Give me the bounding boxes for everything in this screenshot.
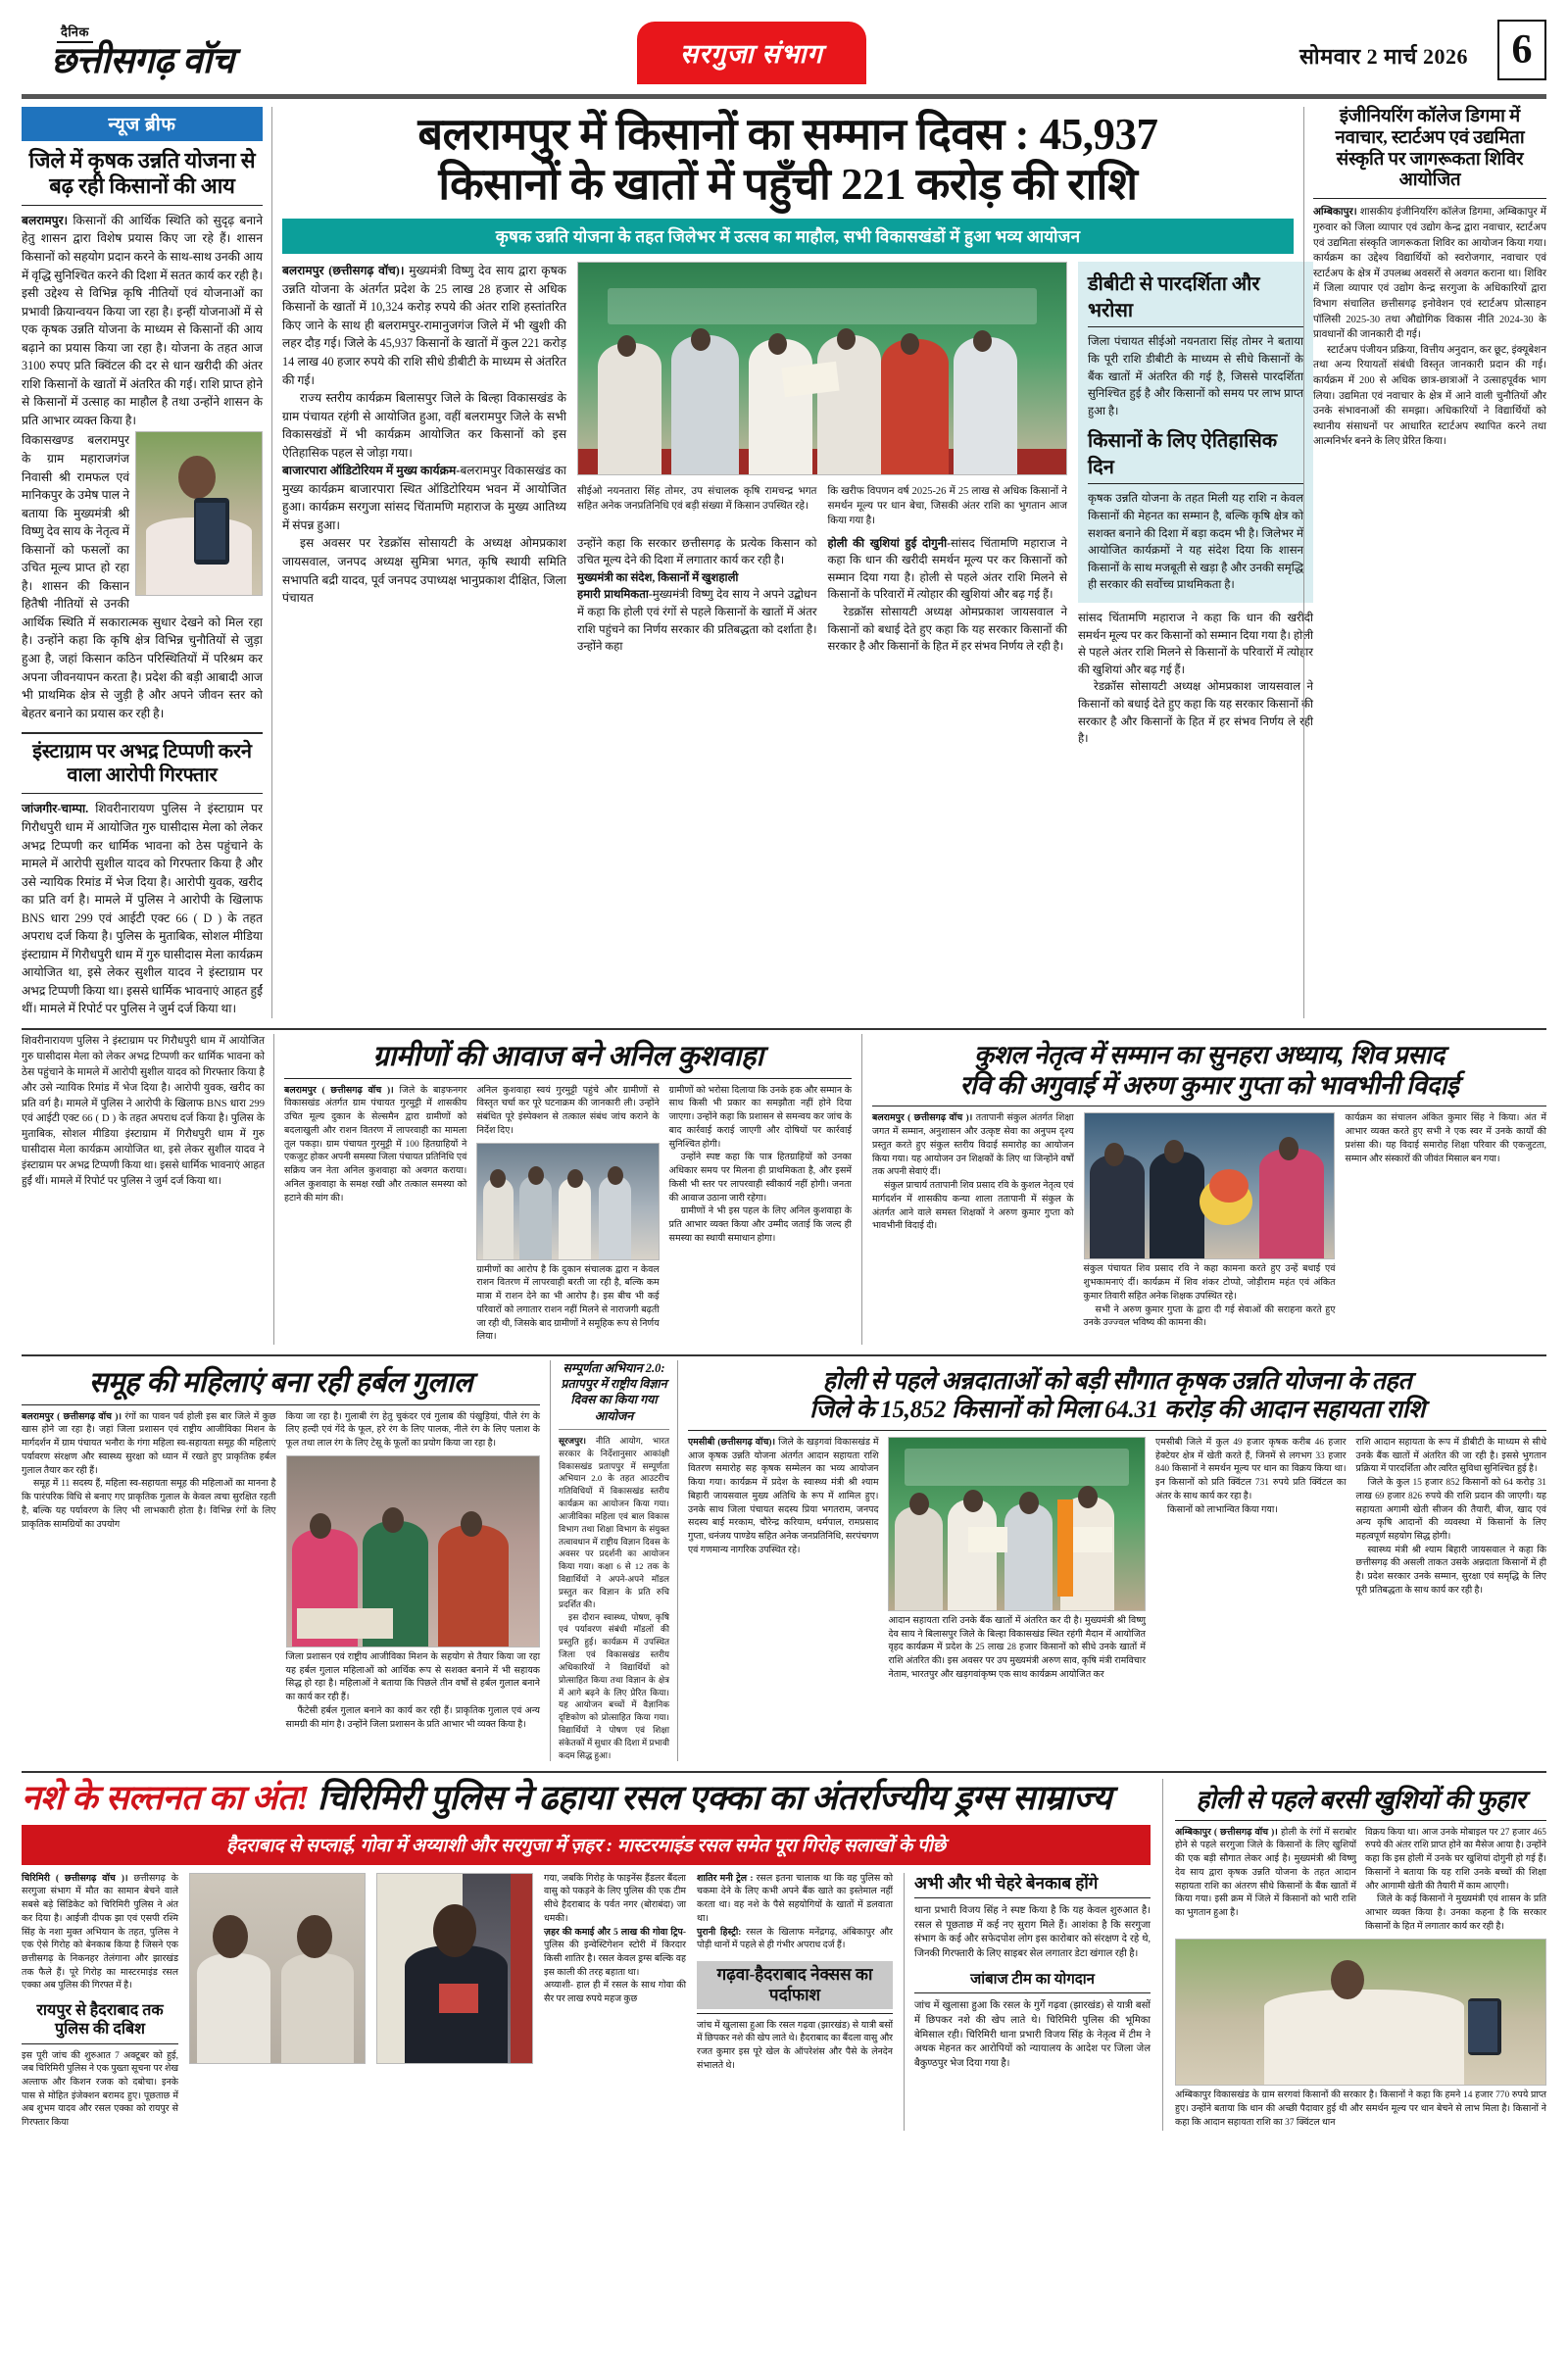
farewell-c3: कार्यक्रम का संचालन अंकित कुमार सिंह ने किया। अंत में आभार व्यक्त करते हुए सभी ने एक स्वर में उनके कार्यों की प्रशंसा की। यह विदाई समारोह शिक्षा परिवार की एकजुटता, सम्मान और संस्कारों की जीवंत मिसाल बन गया।	[1345, 1113, 1546, 1164]
dbt-box-head: डीबीटी से पारदर्शिता और भरोसा	[1087, 273, 1260, 322]
drug-photo-2-wrap	[376, 1873, 533, 2131]
divider	[1175, 1820, 1546, 1821]
divider	[914, 1897, 1151, 1898]
holi-c1-text: जिले के खड़गवां विकासखंड में आज कृषक उन्नति योजना अंतर्गत आदान सहायता राशि वितरण समारोह सह कृषक सम्मेलन का भव्य आयोजन किया गया। कार्यक्रम में प्रदेश के स्वास्थ्य मंत्री श्री श्याम बिहारी जायसवाल मुख्य अतिथि के रूप में शामिल हुए। उनके साथ जिला पंचायत सदस्य प्रिया भगतराम, जनपद सदस्य बाई मरकाम, चौरेन्द्र करियाम, धर्मपाल, रामप्रसाद गुप्ता, धनंजय पाण्डेय सहित अनेक जनप्रतिनिधि, सरपंचगण एवं गणमान्य नागरिक उपस्थित रहे।	[688, 1437, 879, 1555]
dateline: बलरामपुर ( छत्तीसगढ़ वॉच )।	[284, 1085, 394, 1096]
main-c2-p4: रेडक्रॉस सोसायटी अध्यक्ष ओमप्रकाश जायसवाल ने किसानों को बधाई देते हुए कहा कि यह सरकार किसानों की सरकार है और किसानों के हित में हर संभव निर्णय ले रही है।	[827, 605, 1067, 654]
anil-c3b: उन्होंने स्पष्ट कहा कि पात्र हितग्राहियों को उनका अधिकार समय पर मिलना ही प्राथमिकता है, और इसमें किसी भी स्तर पर लापरवाही स्वीकार्य नहीं होगी। जनता की आवाज उठाना जारी रहेगा।	[668, 1153, 852, 1204]
accused-photo-1	[189, 1873, 366, 2064]
divider	[688, 1430, 1546, 1431]
holi-joy-c3: अम्बिकापुर विकासखंड के ग्राम सरगवां किसानों की सरकार है। किसानों ने कहा कि हमने 14 हजार 770 रुपये प्राप्त हुए। उन्होंने बताया कि धान की अच्छी पैदावार हुई थी और समर्थन मूल्य पर धान बेचने से लाभ मिला है। किसानों ने कहा कि आदान सहायता राशि का 37 क्विंटल धान	[1175, 2090, 1546, 2128]
divider	[559, 1429, 669, 1430]
main-sub1: बाजारपारा ऑडिटोरियम में मुख्य कार्यक्रम-	[281, 464, 461, 478]
anil-c1	[284, 1085, 466, 1205]
drug-c2-sub: ज़हर की कमाई और 5 लाख की गोवा ट्रिप-	[544, 1927, 686, 1938]
photo-content	[889, 1438, 1145, 1610]
main-c2-sub2: हमारी प्राथमिकता-	[576, 588, 653, 602]
holi-joy-story	[1163, 1779, 1546, 2130]
drug-c3-sub1: शातिर मनी ट्रेल :	[697, 1873, 754, 1884]
main-col-1	[282, 262, 566, 748]
publication-logo	[22, 23, 345, 81]
photo-captions	[577, 480, 1067, 528]
anil-story	[274, 1034, 862, 1345]
section-divider	[22, 732, 263, 734]
accused-photo-2	[376, 1873, 533, 2064]
holi-col-2	[888, 1437, 1146, 1683]
main-col-2	[577, 262, 1067, 748]
historic-box-head: किसानों के लिए ऐतिहासिक दिन	[1087, 430, 1278, 479]
divider	[914, 1992, 1151, 1993]
bottom-band	[22, 1779, 1546, 2130]
drug-c2b: पुलिस की इन्वेस्टिगेशन स्टोरी में किरदार किसी शातिर है। रसल केवल ड्रग्स बल्कि वह इस काली की तरह बहाता था।	[544, 1941, 686, 1978]
main-c2-sub1: मुख्यमंत्री का संदेश, किसानों में खुशहाली	[576, 570, 739, 584]
farmer-phone-photo	[135, 431, 263, 596]
main-c2-sub1-wrap	[577, 569, 817, 587]
drug-c3-1	[697, 1873, 893, 1927]
main-p4: इस अवसर पर रेडक्रॉस सोसायटी के अध्यक्ष ओमप्रकाश जायसवाल, जनपद अध्यक्ष सुमित्रा भगत, कृषि स्थायी समिति सभापति बद्री यादव, पूर्व जनपद उपाध्यक्ष भानुप्रकाश दीक्षित, जिला पंचायत	[281, 536, 566, 606]
engineering-headline: इंजीनियरिंग कॉलेज डिगमा में नवाचार, स्टार्टअप एवं उद्यमिता संस्कृति पर जागरूकता शिविर आयोजित	[1335, 107, 1525, 191]
photo-content	[477, 1144, 658, 1259]
drug-c2: गया, जबकि गिरोह के फाइनेंस हैंडलर बैंदला वासु को पकड़ने के लिए पुलिस की एक टीम सीधे हैदराबाद के पर्वत नगर (बोराबंदा) जा धमकी।	[544, 1873, 686, 1924]
main-headline-line2: किसानों के खातों में पहुँची 221 करोड़ की राशि	[438, 159, 1138, 209]
anil-c3c: ग्रामीणों ने भी इस पहल के लिए अनिल कुशवाहा के प्रति आभार व्यक्त किया और उम्मीद जताई कि जल्द ही समस्या का स्थायी समाधान होगा।	[668, 1206, 852, 1244]
drug-c1-p: इस पूरी जांच की शुरुआत 7 अक्टूबर को हुई, जब चिरिमिरी पुलिस ने एक पुख्ता सूचना पर शेख अल्ताफ और किशन रजक को दबोचा। इनके पास से मोहित इंजेक्शन बरामद हुए। पूछताछ में अब शुभम यादव और रसल एक्का को रायपुर से गिरफ्तार किया	[22, 2050, 178, 2129]
anil-col-3	[669, 1085, 852, 1345]
main-c3-p2: रेडक्रॉस सोसायटी अध्यक्ष ओमप्रकाश जायसवाल ने किसानों को बधाई देते हुए कहा कि यह सरकार किसानों की सरकार है और किसानों के हित में हर संभव निर्णय ले रही है।	[1077, 680, 1313, 746]
farewell-c2: संकुल पंचायत शिव प्रसाद रवि ने कहा कामना करते हुए उन्हें बधाई एवं शुभकामनाएं दीं। कार्यक्रम में शिव शंकर टोप्पो, जोड़ीराम महंत एवं अंकित कुमार तिवारी सहित अनेक शिक्षक उपस्थित रहे।	[1083, 1264, 1336, 1302]
main-p2: राज्य स्तरीय कार्यक्रम बिलासपुर जिले के बिल्हा विकासखंड के ग्राम पंचायत रहंगी से आयोजित हुआ, वहीं बलरामपुर जिले के सभी विकासखंडों में भी कार्यक्रम आयोजित कर किसानों को इस ऐतिहासिक पहल से जोड़ा गया।	[281, 391, 566, 460]
farewell-headline-l2: रवि की अगुवाई में अरुण कुमार गुप्ता को भावभीनी विदाई	[959, 1070, 1459, 1100]
photo-content	[287, 1456, 540, 1647]
herbal-story	[22, 1360, 551, 1762]
second-band	[22, 1034, 1546, 1345]
dateline: सूरजपुर।	[559, 1435, 587, 1446]
drug-c4-p: जांच में खुलासा हुआ कि रसल के गुर्गे गढ़वा (झारखंड) से यात्री बसों में छिपकर नशे की खेप लाते थे। चिरिमिरी पुलिस की भूमिका बेमिसाल रही। चिरिमिरी थाना प्रभारी विजय सिंह के नेतृत्व में टीम ने अथक मेहनत कर आरोपियों को न्यायालय के आदेश पर जिला जेल बैकुण्ठपुर भेज दिया गया है।	[914, 2000, 1151, 2069]
right-column	[1303, 107, 1546, 1018]
holi-joy-col-1	[1175, 1827, 1356, 1935]
news-brief-headline: जिले में कृषक उन्नति योजना से बढ़ रही किसानों की आय	[28, 148, 256, 198]
holi-c4c: स्वास्थ्य मंत्री श्री श्याम बिहारी जायसवाल ने कहा कि छत्तीसगढ़ की असली ताकत उसके अन्नदाता किसानों में ही है। प्रदेश सरकार उनके सम्मान, सुरक्षा एवं समृद्धि के लिए पूरी प्रतिबद्धता के साथ कार्य कर रही है।	[1355, 1545, 1546, 1596]
holi-c4b: जिले के कुल 15 हजार 852 किसानों को 64 करोड़ 31 लाख 69 हजार 826 रुपये की राशि प्रदान की जाएगी। यह सहायता अगामी खेती सीजन की तैयारी, बीज, खाद एवं अन्य कृषि आदानों की व्यवस्था में किसानों के लिए महत्वपूर्ण सहयोग सिद्ध होगी।	[1355, 1478, 1546, 1542]
divider	[22, 793, 263, 794]
dateline: बलरामपुर।	[22, 213, 69, 227]
holi-col-4	[1356, 1437, 1546, 1683]
farewell-col-2	[1084, 1112, 1336, 1331]
holi-headline-l1: होली से पहले अन्नदाताओं को बड़ी सौगात कृषक उन्नति योजना के तहत	[822, 1367, 1412, 1395]
herbal-c2: किया जा रहा है। गुलाबी रंग हेतु चुकंदर एवं गुलाब की पंखुड़ियां, पीले रंग के लिए हल्दी एवं गेंदे के फूल, हरे रंग के लिए पालक, नीले रंग के लिए पलाश के फूल तथा लाल रंग के लिए टेसू के फूलों का प्रयोग किया जा रहा है।	[285, 1411, 540, 1450]
masthead-rule	[22, 94, 1546, 99]
science-headline: सम्पूर्णता अभियान 2.0: प्रतापपुर में राष्ट्रीय विज्ञान दिवस का किया गया आयोजन	[561, 1360, 667, 1423]
science-story	[551, 1360, 678, 1762]
dateline: अम्बिकापुर।	[1312, 207, 1357, 219]
holi-c1	[688, 1437, 878, 1557]
drug-c1-text: छत्तीसगढ़ के सरगुजा संभाग में मौत का सामान बेचने वाले सबसे बड़े सिंडिकेट को चिरिमिरी पुलिस ने अंत कर दिया है। आईजी दीपक झा एवं एसपी रश्मि सिंह के नशा मुक्त अभियान के तहत, पुलिस ने एक ऐसे गिरोह को बेनकाब किया है जिसने एक छत्तीसगढ़ के निकनहर तेलंगाना और झारखंड तक फैले हैं। पूरे गिरोह का मास्टरमाइंड रसल एक्का अब पुलिस की गिरफ्त में है।	[22, 1873, 178, 1991]
drug-story	[22, 1779, 1163, 2130]
drug-c3-2	[697, 1927, 893, 1953]
herbal-c1	[22, 1411, 276, 1479]
holi-ceremony-photo	[888, 1437, 1146, 1611]
farewell-c2b: सभी ने अरुण कुमार गुप्ता के द्वारा दी गई सेवाओं की सराहना करते हुए उनके उज्ज्वल भविष्य की कामना की।	[1083, 1304, 1336, 1329]
herbal-women-photo	[286, 1455, 541, 1647]
dateline: जांजगीर-चाम्पा.	[22, 802, 89, 816]
stage-banner	[905, 1449, 1129, 1487]
main-c2-p3: सांसद चिंतामणि महाराज ने कहा कि धान की खरीदी समर्थन मूल्य पर कर किसानों को सम्मान दिया गया है। होली से पहले अंतर राशि मिलने से किसानों के परिवारों में त्योहार की खुशियां और बढ़ गई हैं।	[827, 536, 1067, 602]
main-col2-right	[827, 535, 1067, 656]
news-brief-label: न्यूज ब्रीफ	[22, 107, 263, 141]
third-band	[22, 1360, 1546, 1762]
instagram-headline: इंस्टाग्राम पर अभद्र टिप्पणी करने वाला आरोपी गिरफ्तार	[32, 741, 252, 786]
herbal-c2b: जिला प्रशासन एवं राष्ट्रीय आजीविका मिशन के सहयोग से तैयार किया जा रहा यह हर्बल गुलाल महिलाओं को आर्थिक रूप से सशक्त बनाने में भी सहायक सिद्ध हो रहा है। महिलाओं ने बताया कि पिछले तीन वर्षों से हर्बल गुलाल बनाने का कार्य कर रही हैं।	[285, 1651, 540, 1703]
herbal-col-1	[22, 1411, 276, 1732]
drug-col-4	[904, 1873, 1151, 2131]
anil-c3: ग्रामीणों को भरोसा दिलाया कि उनके हक और सम्मान के साथ किसी भी प्रकार का समझौता नहीं होने दिया जाएगा। उन्होंने कहा कि प्रशासन से समन्वय कर जांच के बाद कार्रवाई कराई जाएगी और दोषियों पर कार्रवाई सुनिश्चित होगी।	[668, 1085, 852, 1150]
main-c2-sub3: होली की खुशियां हुई दोगुनी-	[827, 536, 951, 550]
anil-c1-text: जिले के बाड़फनगर विकासखंड अंतर्गत ग्राम पंचायत गुरमुट्टी में शासकीय उचित मूल्य दुकान के सेल्समैन द्वारा ग्रामीणों को बदलाखुली और राशन वितरण में लापरवाही का मामला तूल पकड़ा। ग्राम पंचायत गुरमुट्टी में 100 हितग्राहियों ने एकजुट होकर अपनी समस्या जिला पंचायत प्रतिनिधि एवं सक्रिय जन नेता अनिल कुशवाहा को अवगत कराया। अनिल कुशवाहा के समक्ष रखी और तत्काल समस्या को हटाने की मांग की।	[284, 1085, 467, 1204]
drug-photo-1-wrap	[189, 1873, 366, 2131]
farewell-headline-l1: कुशल नेतृत्व में सम्मान का सुनहरा अध्याय, शिव प्रसाद	[974, 1040, 1445, 1069]
anil-meeting-photo	[476, 1143, 659, 1260]
logo-kicker: दैनिक	[57, 23, 93, 43]
main-c3-p1: सांसद चिंतामणि महाराज ने कहा कि धान की खरीदी समर्थन मूल्य पर कर किसानों को सम्मान दिया गया है। होली से पहले अंतर राशि मिलने से किसानों के परिवारों में त्योहार की खुशियां और बढ़ गई हैं।	[1077, 611, 1313, 676]
main-c2-sub2-wrap	[577, 586, 817, 655]
holi-c3: एमसीबी जिले में कुल 49 हजार कृषक करीब 46 हजार हेक्टेयर क्षेत्र में खेती करते हैं, जिनमें से लगभग 33 हजार 840 किसानों ने समर्थन मूल्य पर धान का विक्रय किया था। इन किसानों को प्रति क्विंटल 731 रुपये प्रति क्विंटल का अंतर के साथ कार्य कर रहा है।	[1155, 1437, 1347, 1501]
anil-col-1	[284, 1085, 466, 1345]
anil-col-2	[476, 1085, 659, 1345]
divider	[1313, 198, 1546, 199]
herbal-col-2	[286, 1411, 541, 1732]
herbal-columns	[22, 1411, 540, 1732]
holi-columns	[688, 1437, 1546, 1683]
main-col1-body	[282, 262, 566, 389]
top-section	[22, 107, 1546, 1018]
band2-left	[22, 1034, 274, 1345]
instagram-text: शिवरीनारायण पुलिस ने इंस्टाग्राम पर गिरौधपुरी धाम में आयोजित गुरु घासीदास मेला को लेकर अभद्र टिप्पणी कर धार्मिक भावना को ठेस पहुंचाने के मामले में आरोपी सुशील यादव को गिरफ्तार किया है और उसे न्यायिक रिमांड में भेज दिया है। आरोपी युवक, खरीद का प्रति वर्ग है। मामले में पुलिस ने आरोपी के खिलाफ BNS धारा 299 एवं आईटी एक्ट 66 ( D ) के तहत अपराध दर्ज किया है। पुलिस के मुताबिक, सोशल मीडिया इंस्टाग्राम में गिरौधपुरी धाम में गुरु घासीदास मेला कार्यक्रम आयोजित था, इसे लेकर सुशील यादव ने इंस्टाग्राम पर अभद्र टिप्पणी किया था। इससे धार्मिक भावनाएं आहत हुईं थीं। मामले में रिपोर्ट पर पुलिस ने जुर्म दर्ज किया था।	[22, 802, 263, 1016]
main-subhead-band: कृषक उन्नति योजना के तहत जिलेभर में उत्सव का माहौल, सभी विकासखंडों में हुआ भव्य आयोजन	[282, 219, 1294, 254]
engineering-body	[1313, 205, 1546, 342]
holi-joy-c1	[1175, 1827, 1356, 1921]
drug-c3-p3: जांच में खुलासा हुआ कि रसल गढ़वा (झारखंड) से यात्री बसों में छिपकर नशे की खेप लाते थे। हैदराबाद का बैंदला वासु और रजत कुमार इस पूरे खेल के ऑपरेशंस और पैसे के लेनदेन संभालते थे।	[697, 2020, 893, 2071]
dbt-box-body: जिला पंचायत सीईओ नयनतारा सिंह तोमर ने बताया कि पूरी राशि डीबीटी के माध्यम से सीधे किसानों के बैंक खातों में अंतरित की गई है, जिससे पारदर्शिता सुनिश्चित हुई है और किसानों को समय पर लाभ प्राप्त हुआ है।	[1087, 335, 1303, 418]
drug-headline-red: नशे के सल्तनत का अंत!	[22, 1779, 310, 1818]
photo-content	[377, 1874, 532, 2063]
drug-c4-head: अभी और भी चेहरे बेनकाब होंगे	[914, 1873, 1099, 1893]
farewell-c1-text: ततापानी संकुल अंतर्गत शिक्षा जगत में सम्मान, अनुशासन और उत्कृष्ट सेवा का अनुपम दृश्य प्रस्तुत करते हुए संकुल स्तरीय विदाई समारोह का आयोजन किया गया। यह आयोजन उन शिक्षकों के लिए था जिन्होंने वर्षों तक अपनी सेवाएं दीं।	[872, 1113, 1074, 1178]
dateline: अम्बिकापुर ( छत्तीसगढ़ वॉच )।	[1175, 1827, 1278, 1838]
historic-box-body: कृषक उन्नति योजना के तहत मिली यह राशि न केवल किसानों की मेहनत का सम्मान है, बल्कि कृषि क्षेत्र को सशक्त बनाने की दिशा में बड़ा कदम भी है। जिलेभर में आयोजित कार्यक्रमों ने यह संदेश दिया कि शासन किसानों के साथ मजबूती से खड़ा है और उनकी समृद्धि ही सरकार की सर्वोच्च प्राथमिकता है।	[1087, 492, 1303, 592]
left-column	[22, 107, 272, 1018]
herbal-c1b: समूह में 11 सदस्य हैं, महिला स्व-सहायता समूह की महिलाओं का मानना है कि पारंपरिक विधि से बनाए गए प्राकृतिक गुलाल के केवल त्वचा सुरक्षित रहती है, बल्कि यह पर्यावरण के लिए भी लाभकारी होता है। विभिन्न रंगों के लिए प्राकृतिक सामग्रियों का उपयोग	[22, 1479, 276, 1530]
herbal-c2c: फैंटेसी हर्बल गुलाल बनाने का कार्य कर रही हैं। प्राकृतिक गुलाल एवं अन्य सामग्री की मांग है। उन्होंने जिला प्रशासन के प्रति आभार भी व्यक्त किया है।	[285, 1705, 540, 1730]
main-col-3	[1078, 262, 1313, 748]
holi-c2: आदान सहायता राशि उनके बैंक खातों में अंतरित कर दी है। मुख्यमंत्री श्री विष्णु देव साय ने बिलासपुर जिले के बिल्हा विकासखंड स्थित रहंगी मैदान में आयोजित वृहद कार्यक्रम में प्रदेश के 25 लाख 28 हजार किसानों को सीधे उनके खातों में राशि अंतरित की। इस अवसर पर उप मुख्यमंत्री अरुण साव, कृषि मंत्री रामविचार नेताम, भारतपुर और खड़गवांकृष्म एक साथ कार्यक्रम आयोजित कर	[888, 1615, 1147, 1680]
main-c2-p2: मुख्यमंत्री विष्णु देव साय ने अपने उद्बोधन में कहा कि होली एवं रंगों से पहले किसानों के खातों में अंतर राशि पहुंचने का निर्णय सरकार की प्रतिबद्धता को दर्शाता है। उन्होंने कहा	[576, 588, 817, 654]
logo-title: छत्तीसगढ़ वॉच	[51, 41, 234, 82]
divider	[284, 1078, 852, 1079]
holi-joy-headline: होली से पहले बरसी खुशियों की फुहार	[1196, 1786, 1526, 1815]
farewell-col-3	[1345, 1112, 1546, 1331]
page-date: सोमवार 2 मार्च 2026	[1299, 44, 1468, 69]
main-col2-left	[577, 535, 817, 656]
herbal-c1-text: रंगों का पावन पर्व होली इस बार जिले में कुछ खास होने जा रहा है। जहां जिला प्रशासन एवं राष्ट्रीय आजीविका मिशन के मार्गदर्शन में ग्राम पंचायत भनौरा के गंगा महिला स्व-सहायता समूह की महिलाएं पर्यावरण संरक्षण और स्वास्थ्य सुरक्षा को ध्यान में रखते हुए प्राकृतिक हर्बल गुलाल तैयार कर रही हैं।	[22, 1411, 276, 1476]
main-sub1-wrap	[282, 462, 566, 534]
holi-joy-c2: विक्रय किया था। आज उनके मोबाइल पर 27 हजार 465 रुपये की अंतर राशि प्राप्त होने का मैसेज आया है। उन्होंने कहा कि इस होली में उनके घर खुशियां दोगुनी हो गई हैं। किसानों ने बताया कि यह राशि उनके बच्चों की शिक्षा और आगामी खेती की तैयारी में काम आएगी।	[1365, 1827, 1546, 1892]
main-col2-text	[577, 535, 1067, 656]
photo-content	[1176, 1940, 1545, 2085]
dateline: चिरिमिरी ( छत्तीसगढ़ वॉच )।	[22, 1873, 128, 1884]
page-number: 6	[1497, 20, 1546, 80]
caption-left: सीईओ नयनतारा सिंह तोमर, उप संचालक कृषि रामचन्द्र भगत सहित अनेक जनप्रतिनिधि एवं बड़ी संख्या में किसान उपस्थित रहे।	[576, 486, 817, 513]
farewell-c1b: संकुल प्राचार्य ततापानी शिव प्रसाद रवि के कुशल नेतृत्व एवं मार्गदर्शन में शासकीय कन्या शाला ततापानी में संकुल के अंतर्गत आने वाले समस्त शिक्षकों ने अरुण कुमार गुप्ता को भावभीनी विदाई दी।	[872, 1181, 1074, 1232]
band4-rule	[22, 1771, 1546, 1773]
drug-c4-body: थाना प्रभारी विजय सिंह ने स्पष्ट किया है कि यह केवल शुरुआत है। रसल से पूछताछ में कई नए सुराग मिले हैं। आशंका है कि सरगुजा संभाग के कई और सफेदपोश लोग इस कारोबार को संरक्षण दे रहे थे, जिनकी गिरफ्तारी के लिए साइबर सेल लगातार डेटा खंगाल रही है।	[914, 1904, 1151, 1959]
main-story-columns	[281, 262, 1313, 748]
instagram-cont: शिवरीनारायण पुलिस ने इंस्टाग्राम पर गिरौधपुरी धाम में आयोजित गुरु घासीदास मेला को लेकर अभद्र टिप्पणी कर धार्मिक भावना को ठेस पहुंचाने के मामले में आरोपी सुशील यादव को गिरफ्तार किया है और उसे न्यायिक रिमांड में भेज दिया है। आरोपी युवक, खरीद का प्रति वर्ग है। मामले में पुलिस ने आरोपी के खिलाफ BNS धारा 299 एवं आईटी एक्ट 66 ( D ) के तहत अपराध दर्ज किया है। पुलिस के मुताबिक, सोशल मीडिया इंस्टाग्राम में गिरौधपुरी धाम में गुरु घासीदास मेला कार्यक्रम आयोजित था, इसे लेकर सुशील यादव ने इंस्टाग्राम पर अभद्र टिप्पणी किया था। इससे धार्मिक भावनाएं आहत हुईं थीं। मामले में रिपोर्ट पर पुलिस ने जुर्म दर्ज किया था।	[22, 1035, 265, 1187]
drug-subhead-band: हैदराबाद से सप्लाई, गोवा में अय्याशी और सरगुजा में ज़हर : मास्टरमाइंड रसल समेत पूरा गिरोह सलाखों के पीछे	[22, 1825, 1151, 1865]
drug-c3-p2: रसल के खिलाफ मनेंद्रगढ़, अंबिकापुर और पोड़ी थानों में पहले से ही गंभीर अपराध दर्ज हैं।	[697, 1927, 893, 1951]
holi-col-3	[1155, 1437, 1346, 1683]
news-brief-p2: विकासखण्ड बलरामपुर के ग्राम महाराजगंज निवासी श्री रामफल एवं मानिकपुर के उमेष पाल ने बताया कि मुख्यमंत्री श्री विष्णु देव साय के नेतृत्व में किसानों को फसलों का उचित मूल्य प्राप्त हो रहा है। शासन की किसान हितैषी नीतियों से उनकी आर्थिक स्थिति में सकारात्मक सुधार देखने को मिल रहा है। उन्होंने कहा कि कृषि क्षेत्र विभिन्न चुनौतियों से जुड़ा हुआ है, जहां किसान कठिन परिस्थितियों में परिश्रम कर अपना जीवनयापन करता है। प्रदेश की बड़ी आबादी आज भी प्राथमिक क्षेत्र से जुड़ी है और अपने जीवन स्तर को बेहतर बनाने का प्रयास कर रही है।	[22, 433, 263, 720]
farewell-story	[862, 1034, 1546, 1345]
drug-c3-sub3: गढ़वा-हैदराबाद नेक्सस का पर्दाफाश	[697, 1961, 893, 2009]
divider	[1088, 326, 1303, 327]
dateline: बलरामपुर ( छत्तीसगढ़ वॉच )।	[872, 1113, 973, 1124]
holi-col-1	[688, 1437, 878, 1683]
drug-col-1	[22, 1873, 178, 2131]
drug-c4-sub: जांबाज टीम का योगदान	[970, 1972, 1095, 1989]
divider	[1088, 483, 1303, 484]
herbal-headline: समूह की महिलाएं बना रही हर्बल गुलाल	[88, 1366, 473, 1399]
photo-content	[190, 1874, 365, 2063]
news-brief-body	[22, 212, 263, 430]
holi-joy-col-2	[1365, 1827, 1546, 1935]
divider	[22, 2043, 178, 2044]
main-c2-sub3-wrap	[827, 535, 1067, 604]
engineering-text2: स्टार्टअप पंजीयन प्रक्रिया, वित्तीय अनुदान, कर छूट, इंक्यूबेशन तथा अन्य रियायतों संबंधी विस्तृत जानकारी प्रदान की गई। कार्यक्रम में 200 से अधिक छात्र-छात्राओं ने उत्साहपूर्वक भाग लिया। उद्यमिता एवं नवाचार के क्षेत्र में आने वाली चुनौतियों और उनके संभावनाओं की समझा। अधिकारियों ने विद्यार्थियों को स्थानीय संसाधनों पर आधारित स्टार्टअप स्थापित करने तथा आत्मनिर्भर बनने के लिए प्रेरित किया।	[1312, 344, 1546, 448]
main-p3: बलरामपुर विकासखंड का मुख्य कार्यक्रम बाजारपारा स्थित ऑडिटोरियम भवन में आयोजित हुआ। कार्यक्रम सरगुजा सांसद चिंतामणि महाराज के मुख्य आतिथ्य में संपन्न हुआ।	[281, 464, 566, 532]
band2-rule	[22, 1028, 1546, 1030]
dbt-box	[1078, 262, 1313, 603]
drug-c1-sub: रायपुर से हैदराबाद तक पुलिस की दबिश	[36, 2002, 164, 2039]
award-ceremony-photo	[577, 262, 1067, 475]
section-tab: सरगुजा संभाग	[637, 22, 866, 84]
farewell-c1	[872, 1112, 1074, 1180]
main-headline-line1: बलरामपुर में किसानों का सम्मान दिवस : 45,937	[417, 110, 1158, 159]
masthead	[22, 14, 1546, 90]
holi-c4: राशि आदान सहायता के रूप में डीबीटी के माध्यम से सीधे उनके बैंक खातों में अंतरित की जा रही है। इससे भुगतान प्रक्रिया में पारदर्शिता और त्वरित सुविधा सुनिश्चित हुई है।	[1355, 1437, 1546, 1475]
drug-headline	[22, 1779, 1151, 1818]
divider	[22, 205, 263, 206]
anil-headline: ग्रामीणों की आवाज बने अनिल कुशवाहा	[372, 1040, 763, 1072]
holi-joy-c2b: जिले के कई किसानों ने मुख्यमंत्री एवं शासन के प्रति आभार व्यक्त किया है। उनका कहना है कि सरकार किसानों के हित में लगातार कार्य कर रही है।	[1365, 1894, 1546, 1932]
news-brief-p1: किसानों की आर्थिक स्थिति को सुदृढ़ बनाने हेतु शासन द्वारा विशेष प्रयास किए जा रहे हैं। शासन किसानों को सहयोग प्रदान करने के साथ-साथ उनकी आय में वृद्धि सुनिश्चित करने की दिशा में सतत कार्य कर रही है। इसी उद्देश्य से विभिन्न कृषि नीतियों एवं योजनाओं का प्रभावी क्रियान्वयन किया जा रहा है। इन्हीं योजनाओं में से एक कृषक उन्नति योजना के माध्यम से किसानों की आय बढ़ाने का प्रयास किया जा रहा है। योजना के तहत आज 3100 रुपए प्रति क्विंटल की दर से धान खरीदी की अंतर राशि किसानों के खातों में अंतरित की गई। राशि प्राप्त होने से किसानों में उत्साह का माहौल है तथा उन्होंने शासन के प्रति आभार व्यक्त किया है।	[22, 213, 263, 427]
band3-rule	[22, 1354, 1546, 1356]
drug-c1	[22, 1873, 178, 1993]
drug-c2-subwrap	[544, 1927, 686, 1981]
photo-content	[578, 263, 1066, 474]
anil-c2: अनिल कुशवाहा स्वयं गुरमुट्टी पहुंचे और ग्रामीणों से विस्तृत चर्चा कर पूरे घटनाक्रम की जानकारी ली। उन्होंने संबंधित पूरे इंस्पेक्शन से तत्काल संबंध जांच कराने के निर्देश दिए।	[476, 1085, 660, 1136]
anil-columns	[284, 1085, 852, 1345]
farewell-columns	[872, 1112, 1546, 1331]
engineering-text: शासकीय इंजीनियरिंग कॉलेज डिगमा, अम्बिकापुर में गुरुवार को जिला व्यापार एवं उद्योग केन्द्र द्वारा नवाचार, स्टार्टअप एवं उद्यमिता संस्कृति जागरूकता शिविर का आयोजन किया गया। कार्यक्रम का उद्देश्य विद्यार्थियों को स्वरोजगार, नवाचार एवं स्टार्टअप के क्षेत्र में उपलब्ध अवसरों से अवगत कराना था। शिविर में जिला व्यापार एवं उद्योग केन्द्र सरगुजा के अधिकारियों द्वारा विभाग संचालित छत्तीसगढ़ इनोवेशन एवं स्टार्टअप प्रोत्साहन पॉलिसी 2025-30 तथा औद्योगिक विकास नीति 2024-30 के प्रावधानों की जानकारी दी गई।	[1312, 207, 1546, 341]
farewell-photo	[1084, 1112, 1336, 1259]
science-text2: इस दौरान स्वास्थ्य, पोषण, कृषि एवं पर्यावरण संबंधी मॉडलों की प्रस्तुति हुई। कार्यक्रम में उपस्थित जिला एवं विकासखंड स्तरीय अधिकारियों ने विद्यार्थियों को प्रोत्साहित किया तथा विज्ञान के क्षेत्र में आगे बढ़ने के लिए प्रेरित किया। यह आयोजन बच्चों में वैज्ञानिक दृष्टिकोण को प्रोत्साहित किया गया। विद्यार्थियों ने पोषण एवं शिक्षा संकेतकों में सुधार की दिशा में प्रभावी कदम सिद्ध हुआ।	[559, 1611, 669, 1760]
anil-c2b: ग्रामीणों का आरोप है कि दुकान संचालक द्वारा न केवल राशन वितरण में लापरवाही बरती जा रही है, बल्कि कम मात्रा में राशन देने का भी आरोप है। इस बीच भी कई परिवारों को लगातार राशन नहीं मिलने से नाराजगी बढ़ती जा रही थी, जिसके बाद ग्रामीणों ने समूहिक रूप से निर्णय लिया।	[476, 1264, 660, 1343]
dateline: एमसीबी (छत्तीसगढ़ वॉच)।	[688, 1437, 776, 1448]
stage-banner	[608, 288, 1037, 324]
drug-c3-p1: रसल इतना चालाक था कि वह पुलिस को चकमा देने के लिए कभी अपने बैंक खाते का इस्तेमाल नहीं करता था। वह नशे के पैसे सहयोगियों के खातों में डलवाता था।	[697, 1873, 893, 1924]
dateline: बलरामपुर (छत्तीसगढ़ वॉच)।	[281, 264, 405, 278]
photo-content	[1085, 1113, 1335, 1258]
holi-headline-l2: जिले के 15,852 किसानों को मिला 64.31 करोड़ की आदान सहायता राशि	[809, 1397, 1425, 1424]
main-c2-p1: उन्होंने कहा कि सरकार छत्तीसगढ़ के प्रत्येक किसान को उचित मूल्य देने की दिशा में लगातार कार्य कर रही है।	[576, 536, 817, 567]
drug-c3-sub2: पुरानी हिस्ट्री:	[697, 1927, 742, 1938]
holi-joy-columns	[1175, 1827, 1546, 1935]
drug-columns	[22, 1873, 1151, 2131]
dateline: बलरामपुर ( छत्तीसगढ़ वॉच )।	[22, 1411, 122, 1422]
science-text: नीति आयोग, भारत सरकार के निर्देशानुसार आकांक्षी विकासखंड प्रतापपुर में सम्पूर्णता अभियान 2.0 के तहत आउटरीच गतिविधियों में विकासखंड स्तरीय कार्यक्रम का आयोजन किया गया। आजीविका महिला एवं बाल विकास विभाग तथा शिक्षा विभाग के संयुक्त तत्वावधान में राष्ट्रीय विज्ञान दिवस के अवसर पर प्रदर्शनी का आयोजन किया गया। कक्षा 6 से 12 तक के विद्यार्थियों ने अपने-अपने मॉडल प्रस्तुत कर विज्ञान के प्रति रुचि प्रदर्शित की।	[559, 1435, 670, 1609]
drug-col-3	[697, 1873, 893, 2131]
science-body	[559, 1435, 669, 1611]
divider	[22, 1404, 540, 1405]
holi-c3b: किसानों को लाभान्वित किया गया।	[1167, 1504, 1278, 1515]
instagram-body	[22, 800, 263, 1018]
farewell-col-1	[872, 1112, 1074, 1331]
caption-right: कि खरीफ विपणन वर्ष 2025-26 में 25 लाख से अधिक किसानों ने समर्थन मूल्य पर धान बेचा, जिसकी अंतर राशि का भुगतान आज किया गया है।	[827, 486, 1067, 527]
drug-headline-black: चिरिमिरी पुलिस ने ढहाया रसल एक्का का अंतर्राज्यीय ड्रग्स साम्राज्य	[317, 1779, 1112, 1818]
main-story	[272, 107, 1313, 1018]
holi-joy-c1-text: होली के रंगों में सराबोर होने से पहले सरगुजा जिले के किसानों के लिए खुशियों की एक बड़ी सौगात लेकर आई है। मुख्यमंत्री श्री विष्णु देव साय द्वारा कृषक उन्नति योजना के तहत आदान सहायता राशि का अंतरण सीधे किसानों के बैंक खातों में किया गया। इसी क्रम में जिले में किसानों को भारी राशि का भुगतान हुआ है।	[1175, 1827, 1356, 1918]
divider	[697, 2013, 893, 2014]
drug-c2c: अय्याशी- हाल ही में रसल के साथ गोवा की सैर पर लाख रुपये महज कुछ	[544, 1981, 686, 2005]
drug-col-2	[544, 1873, 686, 2131]
main-p1: मुख्यमंत्री विष्णु देव साय द्वारा कृषक उन्नति योजना के अंतर्गत प्रदेश के 25 लाख 28 हजार से अधिक किसानों के खातों में 10,324 करोड़ रुपये की अंतर राशि हस्तांतरित किए जाने के साथ ही बलरामपुर-रामानुजगंज जिले में भी खुशी की लहर दौड़ गई। जिले के 45,937 किसानों के खातों में कुल 221 करोड़ 14 लाख 40 हजार रुपये की राशि सीधे डीबीटी के माध्यम से अंतरित की गई।	[281, 264, 566, 387]
holi-scheme-story	[678, 1360, 1546, 1762]
holi-joy-photo	[1175, 1939, 1546, 2086]
photo-content	[136, 432, 262, 595]
